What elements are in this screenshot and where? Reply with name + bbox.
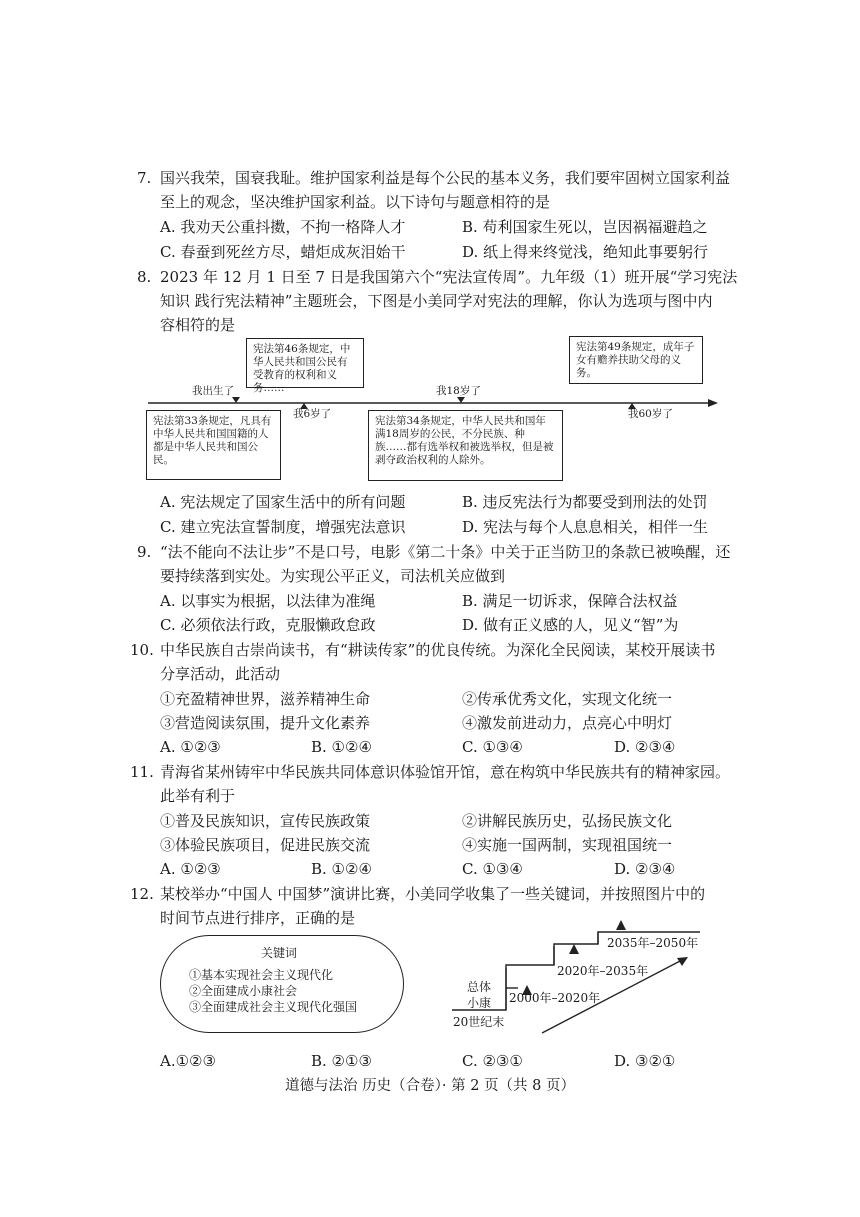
- question-stem: 2023 年 12 月 1 日至 7 日是我国第六个“宪法宣传周”。九年级（1）班开展“学习宪法: [160, 268, 738, 286]
- statement-2: ②讲解民族历史，弘扬民族文化: [462, 812, 673, 830]
- keyword-1: ①基本实现社会主义现代化: [189, 968, 334, 982]
- option-c: C. 建立宪法宣誓制度，增强宪法意识: [160, 518, 406, 536]
- option-a: A. ①②③: [160, 738, 221, 756]
- question-number: 10.: [130, 641, 154, 659]
- question-number: 8.: [137, 268, 152, 286]
- option-d: D. 纸上得来终觉浅，绝知此事要躬行: [462, 243, 709, 261]
- statement-1: ①普及民族知识，宣传民族政策: [160, 812, 371, 830]
- question-stem: 知识 践行宪法精神”主题班会，下图是小美同学对宪法的理解，你认为选项与图中内: [160, 292, 713, 310]
- option-b: B. 苟利国家生死以，岂因祸福避趋之: [462, 218, 708, 236]
- keywords-title: 关键词: [261, 946, 298, 960]
- step-label-2020-2035: 2020年–2035年: [557, 964, 649, 978]
- question-stem: 要持续落到实处。为实现公平正义，司法机关应做到: [160, 567, 506, 585]
- option-a: A. 以事实为根据，以法律为准绳: [160, 592, 376, 610]
- keyword-3: ③全面建成社会主义现代化强国: [189, 1000, 358, 1014]
- option-a: A. 我劝天公重抖擞，不拘一格降人才: [160, 218, 406, 236]
- question-stem: “法不能向不法让步”不是口号，电影《第二十条》中关于正当防卫的条款已被唤醒，还: [160, 543, 731, 561]
- question-stem: 容相符的是: [160, 316, 236, 334]
- statement-3: ③营造阅读氛围，提升文化素养: [160, 714, 371, 732]
- statement-4: ④实施一国两制，实现祖国统一: [462, 836, 673, 854]
- option-c: C. 春蚕到死丝方尽，蜡炬成灰泪始干: [160, 243, 406, 261]
- page-footer: 道德与法治 历史（合卷）· 第 2 页（共 8 页）: [285, 1078, 575, 1094]
- question-stem: 此举有利于: [160, 787, 236, 805]
- step-label-overall: 总体: [467, 980, 492, 994]
- label-age-18: 我18岁了: [436, 385, 481, 397]
- option-a: A. ①②③: [160, 860, 221, 878]
- question-number: 11.: [130, 763, 154, 781]
- statement-4: ④激发前进动力，点亮心中明灯: [462, 714, 673, 732]
- question-stem: 中华民族自古崇尚读书，有“耕读传家”的优良传统。为深化全民阅读，某校开展读书: [160, 641, 716, 659]
- option-d: D. 宪法与每个人息息相关，相伴一生: [462, 518, 709, 536]
- article-33-box: 宪法第33条规定，凡具有中华人民共和国国籍的人都是中华人民共和国公民。: [146, 410, 281, 480]
- step-label-2000-2020: 2000年–2020年: [509, 991, 601, 1005]
- option-c: C. 必须依法行政，克服懒政怠政: [160, 616, 376, 634]
- question-number: 9.: [137, 543, 152, 561]
- question-stem: 至上的观念，坚决维护国家利益。以下诗句与题意相符的是: [160, 193, 551, 211]
- question-number: 7.: [137, 169, 152, 187]
- statement-3: ③体验民族项目，促进民族交流: [160, 836, 371, 854]
- option-a: A.①②③: [160, 1052, 216, 1070]
- question-number: 12.: [130, 885, 154, 903]
- step-label-2035-2050: 2035年–2050年: [607, 936, 699, 950]
- label-age-60: 我60岁了: [628, 408, 673, 420]
- question-stem: 国兴我荣，国衰我耻。维护国家利益是每个公民的基本义务，我们要牢固树立国家利益: [160, 169, 731, 187]
- question-stem: 青海省某州铸牢中华民族共同体意识体验馆开馆，意在构筑中华民族共有的精神家园。: [160, 763, 731, 781]
- option-c: C. ①③④: [462, 860, 523, 878]
- step-label-xiaokang: 小康: [467, 996, 492, 1010]
- option-b: B. 违反宪法行为都要受到刑法的处罚: [462, 493, 708, 511]
- article-34-box: 宪法第34条规定，中华人民共和国年满18周岁的公民，不分民族、种族……都有选举权和被选举权，但是被剥夺政治权利的人除外。: [368, 410, 563, 481]
- statement-2: ②传承优秀文化，实现文化统一: [462, 690, 673, 708]
- option-c: C. ②③①: [462, 1052, 523, 1070]
- question-stem: 分享活动，此活动: [160, 665, 281, 683]
- keyword-2: ②全面建成小康社会: [189, 984, 298, 998]
- option-d: D. 做有正义感的人，见义“智”为: [462, 616, 679, 634]
- option-b: B. ①②④: [311, 860, 372, 878]
- option-c: C. ①③④: [462, 738, 523, 756]
- option-b: B. ②①③: [311, 1052, 372, 1070]
- label-born: 我出生了: [192, 385, 234, 397]
- statement-1: ①充盈精神世界，滋养精神生命: [160, 690, 371, 708]
- option-d: D. ③②①: [614, 1052, 676, 1070]
- option-d: D. ②③④: [614, 860, 676, 878]
- option-d: D. ②③④: [614, 738, 676, 756]
- step-label-end-20th-century: 20世纪末: [453, 1015, 505, 1029]
- question-stem: 时间节点进行排序，正确的是: [160, 909, 356, 927]
- article-49-box: 宪法第49条规定，成年子女有赡养扶助父母的义务。: [569, 336, 703, 384]
- article-46-box: 宪法第46条规定，中华人民共和国公民有受教育的权利和义务……: [246, 338, 364, 388]
- option-b: B. ①②④: [311, 738, 372, 756]
- question-stem: 某校举办“中国人 中国梦”演讲比赛，小美同学收集了一些关键词，并按照图片中的: [160, 885, 706, 903]
- label-age-6: 我6岁了: [293, 408, 332, 420]
- option-a: A. 宪法规定了国家生活中的所有问题: [160, 493, 406, 511]
- option-b: B. 满足一切诉求，保障合法权益: [462, 592, 678, 610]
